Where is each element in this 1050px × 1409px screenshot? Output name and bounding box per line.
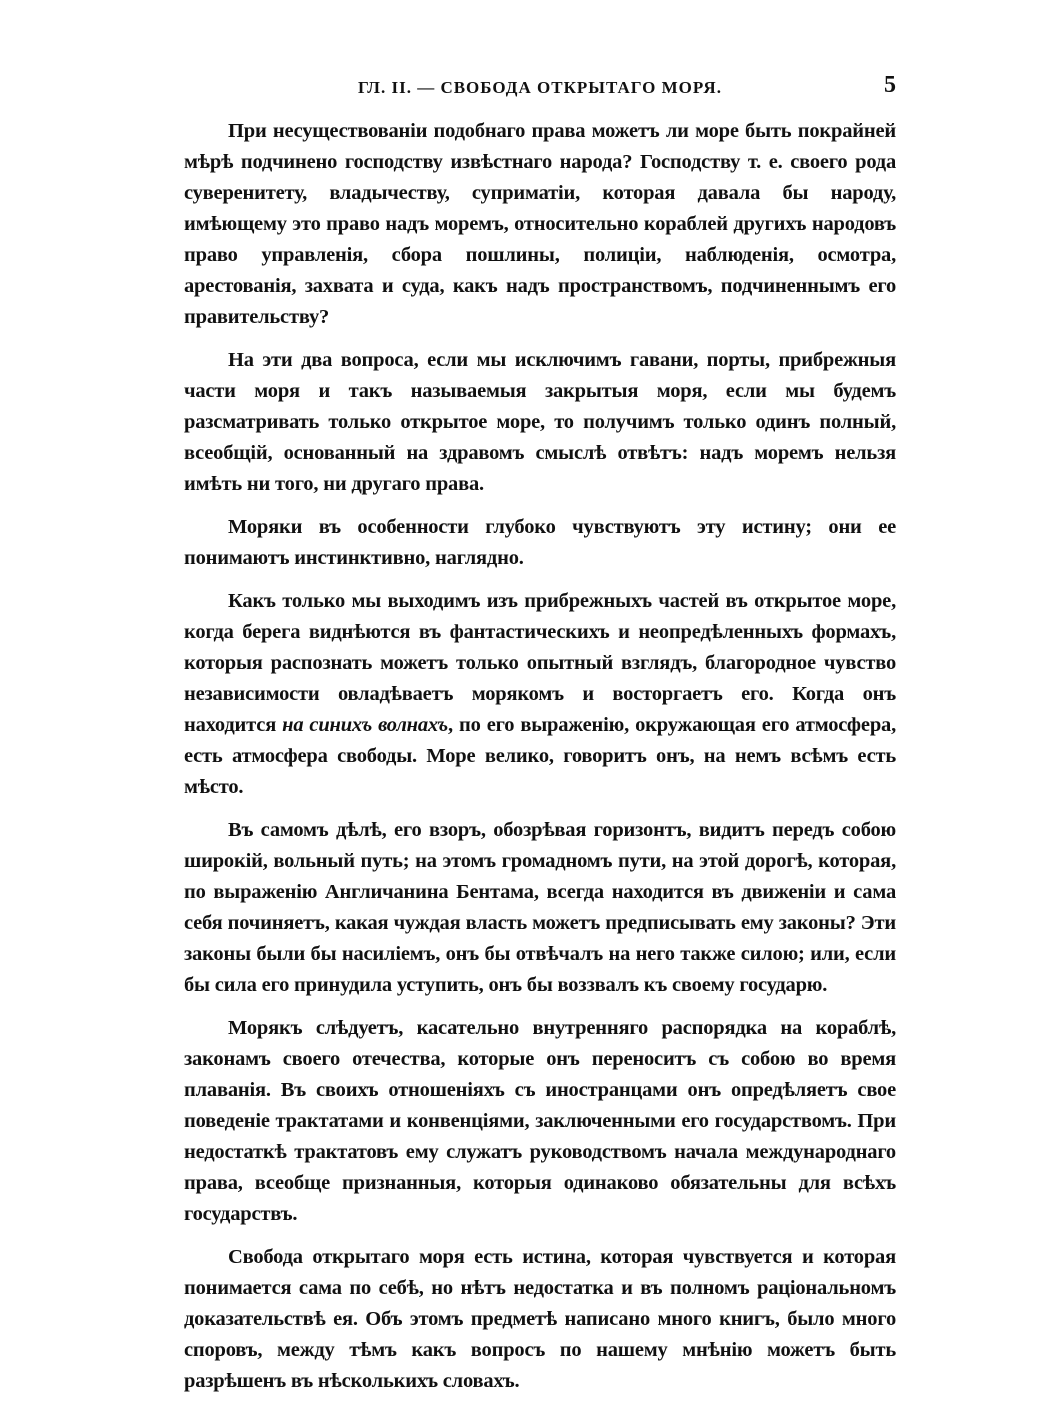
paragraph-4-text-before: Какъ только мы выходимъ изъ прибрежныхъ частей въ открытое море, когда берега виднѣются въ фантастическихъ и неопредѣленныхъ формахъ, которыя распознать можетъ только опытный взглядъ, благородное чувство независимости овладѣваетъ морякомъ и восторгаетъ его. Когда онъ находится — [184, 590, 896, 736]
running-head — [184, 70, 896, 106]
book-page — [184, 70, 896, 1409]
paragraph-3: Моряки въ особенности глубоко чувствуютъ эту истину; они ее понимаютъ инстинктивно, наглядно. — [184, 516, 896, 569]
paragraph-1: При несуществованіи подобнаго права можетъ ли море быть покрайней мѣрѣ подчинено господству извѣстнаго народа? Господству т. е. своего рода суверенитету, владычеству, суприматіи, которая давала бы народу, имѣющему это право надъ моремъ, относительно кораблей другихъ народовъ право управленія, сбора пошлины, полиціи, наблюденія, осмотра, арестованія, захвата и суда, какъ надъ пространствомъ, подчиненнымъ его правительству? — [184, 120, 896, 328]
paragraph-5: Въ самомъ дѣлѣ, его взоръ, обозрѣвая горизонтъ, видитъ передъ собою широкій, вольный путь; на этомъ громадномъ пути, на этой дорогѣ, которая, по выраженію Англичанина Бентама, всегда находится въ движеніи и сама себя починяетъ, какая чуждая власть можетъ предписывать ему законы? Эти законы были бы насиліемъ, онъ бы отвѣчалъ на него также силою; или, если бы сила его принудила уступить, онъ бы воззвалъ къ своему государю. — [184, 819, 896, 996]
paragraph-2: На эти два вопроса, если мы исключимъ гавани, порты, прибрежныя части моря и такъ называемыя закрытыя моря, если мы будемъ разсматривать только открытое море, то получимъ только одинъ полный, всеобщій, основанный на здравомъ смыслѣ отвѣтъ: надъ моремъ нельзя имѣть ни того, ни другаго права. — [184, 349, 896, 495]
running-title: ГЛ. II. — СВОБОДА ОТКРЫТАГО МОРЯ. — [358, 78, 722, 97]
page-number: 5 — [884, 72, 896, 98]
body-text — [184, 116, 896, 1397]
paragraph-4-text-after: , по его выраженію, окружающая его атмосфера, есть атмосфера свободы. Море велико, говоритъ онъ, на немъ всѣмъ есть мѣсто. — [184, 714, 896, 798]
paragraph-4 — [184, 586, 896, 803]
paragraph-7: Свобода открытаго моря есть истина, которая чувствуется и которая понимается сама по себѣ, но нѣтъ недостатка и въ полномъ раціональномъ доказательствѣ ея. Объ этомъ предметѣ написано много книгъ, было много споровъ, между тѣмъ какъ вопросъ по нашему мнѣнію можетъ быть разрѣшенъ въ нѣсколькихъ словахъ. — [184, 1246, 896, 1392]
paragraph-6: Морякъ слѣдуетъ, касательно внутренняго распорядка на кораблѣ, законамъ своего отечества, которые онъ переноситъ съ собою во время плаванія. Въ своихъ отношеніяхъ съ иностранцами онъ опредѣляетъ свое поведеніе трактатами и конвенціями, заключенными его государствомъ. При недостаткѣ трактатовъ ему служатъ руководствомъ начала международнаго права, всеобще признанныя, которыя одинаково обязательны для всѣхъ государствъ. — [184, 1017, 896, 1225]
paragraph-4-emphasis: на синихъ волнахъ — [282, 714, 449, 736]
